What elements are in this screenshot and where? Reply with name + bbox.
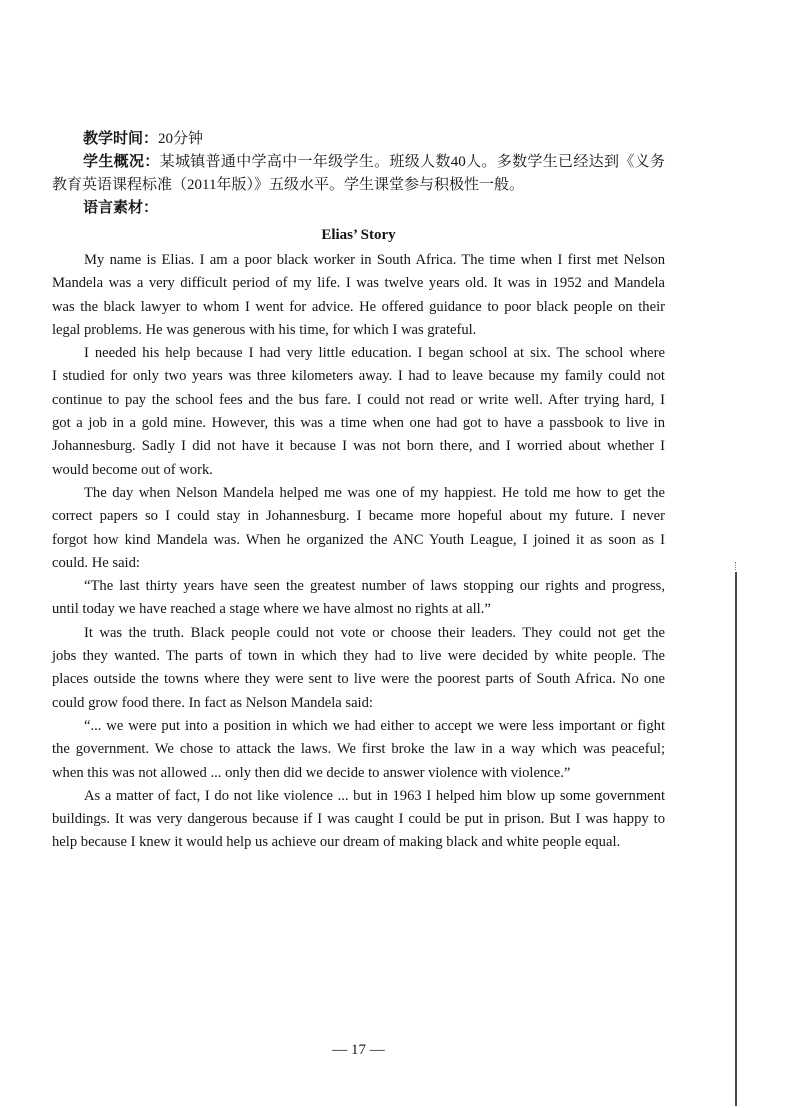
quote-paragraph (52, 575, 665, 622)
student-overview-text-line2: 教育英语课程标准（2011年版）》五级水平。学生课堂参与积极性一般。 (52, 177, 524, 193)
language-material-row (52, 197, 665, 220)
story-body (52, 249, 665, 855)
story-line: legal problems. He was generous with his time, for which I was grateful. (52, 321, 477, 338)
story-line: got a job in a gold mine. However, this was a time when one had got to have a passbook to live in (52, 415, 665, 432)
story-line: jobs they wanted. The parts of town in which they had to live were decided by white people. The (52, 648, 665, 665)
story-line: My name is Elias. I am a poor black worker in South Africa. The time when I first met Nelson (84, 252, 665, 268)
language-material-label: 语言素材： (83, 200, 159, 216)
story-paragraph (52, 249, 665, 342)
teaching-time-value: 20分钟 (158, 131, 204, 147)
story-line: continue to pay the school fees and the bus fare. I could not read or write well. After trying hard, I (52, 391, 665, 408)
story-line: forgot how kind Mandela was. When he organized the ANC Youth League, I joined it as soon as I (52, 531, 665, 548)
story-line: could grow food there. In fact as Nelson Mandela said: (52, 694, 373, 711)
story-line: It was the truth. Black people could not vote or choose their leaders. They could not get the (84, 624, 665, 641)
scan-edge-line (735, 572, 737, 1106)
student-overview-label: 学生概况： (83, 154, 160, 170)
story-line: buildings. It was very dangerous because if I was caught I could be put in prison. But I was happy to (52, 811, 665, 828)
story-line: I needed his help because I had very little education. I began school at six. The school where (84, 345, 665, 362)
story-line: “... we were put into a position in which we had either to accept we were less important or fight (84, 717, 665, 734)
story-line: would become out of work. (52, 461, 213, 478)
story-line: places outside the towns where they were sent to live were the poorest parts of South Africa. No one (52, 671, 665, 688)
story-line: when this was not allowed ... only then did we decide to answer violence with violence.” (52, 764, 571, 781)
story-line: help because I knew it would help us achieve our dream of making black and white people equal. (52, 834, 621, 851)
quote-paragraph (52, 715, 665, 785)
lesson-info-header (52, 128, 665, 220)
story-line: The day when Nelson Mandela helped me was one of my happiest. He told me how to get the (84, 484, 665, 501)
student-overview-text-line1: 某城镇普通中学高中一年级学生。班级人数40人。多数学生已经达到《义务 (159, 154, 665, 170)
story-line: I studied for only two years was three kilometers away. I had to leave because my family could not (52, 368, 665, 385)
story-paragraph (52, 622, 665, 715)
teaching-time-row (52, 128, 665, 151)
story-line: until today we have reached a stage where we have almost no rights at all.” (52, 601, 491, 618)
story-title: Elias’ Story (321, 227, 396, 243)
story-line: was the black lawyer to whom I went for advice. He offered guidance to poor black people on their (52, 298, 665, 315)
story-line: As a matter of fact, I do not like violence ... but in 1963 I helped him blow up some government (84, 787, 665, 804)
story-line: “The last thirty years have seen the greatest number of laws stopping our rights and progress, (84, 578, 665, 595)
student-overview-row (52, 151, 665, 174)
scan-edge-dots (735, 562, 737, 570)
story-line: the government. We chose to attack the laws. We first broke the law in a way which was peaceful; (52, 741, 665, 758)
story-paragraph (52, 342, 665, 482)
page-number: — 17 — (332, 1042, 385, 1058)
teaching-time-label: 教学时间： (83, 131, 159, 147)
story-paragraph (52, 785, 665, 855)
story-line: Johannesburg. Sadly I did not have it because I was not born there, and I worried about whether I (52, 438, 665, 455)
story-paragraph (52, 482, 665, 575)
story-line: correct papers so I could stay in Johannesburg. I became more hopeful about my future. I never (52, 508, 665, 525)
story-line: Mandela was a very difficult period of my life. I was twelve years old. It was in 1952 and Mandela (52, 275, 665, 292)
story-line: could. He said: (52, 554, 140, 571)
